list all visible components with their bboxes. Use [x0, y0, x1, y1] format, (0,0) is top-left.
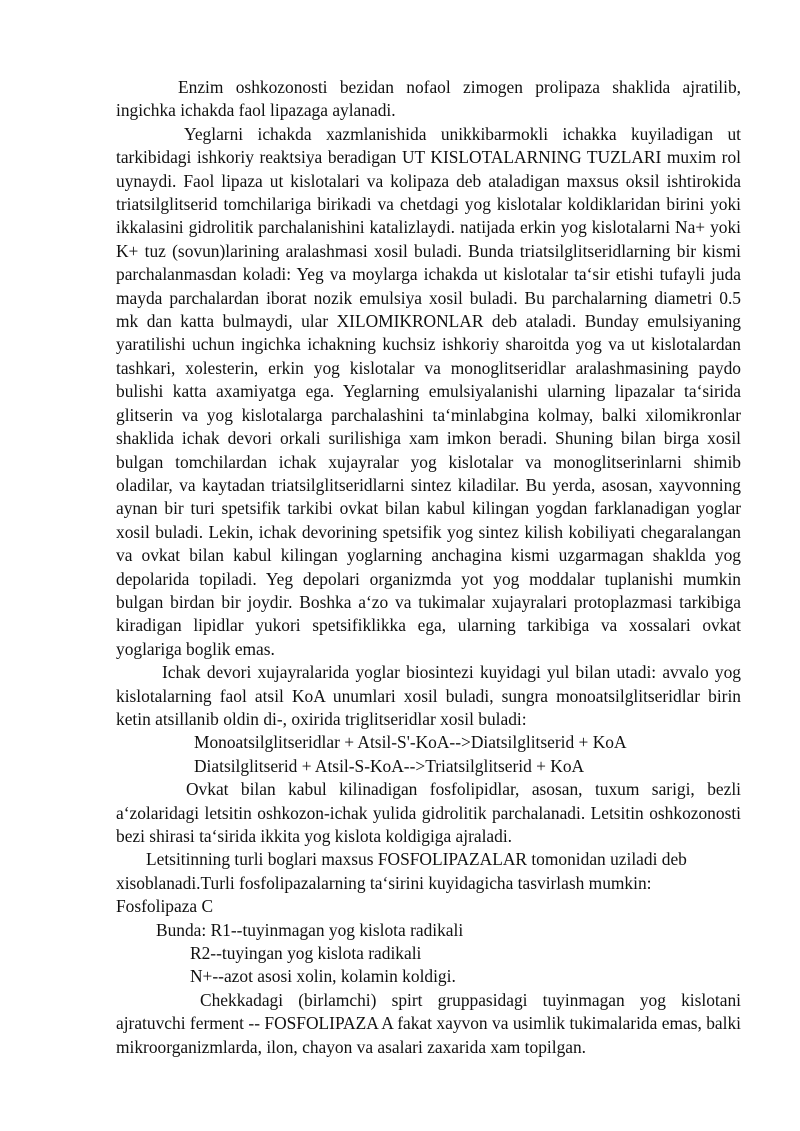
paragraph-phospholipids: Ovkat bilan kabul kilinadigan fosfolipidlar, asosan, tuxum sarigi, bezli a‘zolaridagi letsitin oshkozon-ichak yulida gidrolitik parchalanadi. Letsitin oshkozonosti bezi shirasi ta‘sirida ikkita yog kislota koldigiga ajraladi.: [116, 779, 741, 846]
paragraph-biosynthesis: Ichak devori xujayralarida yoglar biosintezi kuyidagi yul bilan utadi: avvalo yog kislotalarning faol atsil KoA unumlari xosil buladi, sungra monoatsilglitseridlar birin ketin atsillanib oldin di-, oxirida triglitseridlar xosil buladi:: [116, 662, 741, 729]
paragraph-phospholipases: Letsitinning turli boglari maxsus FOSFOLIPAZALAR tomonidan uziladi deb xisoblanadi.Turli fosfolipazalarning ta‘sirini kuyidagicha tasvirlash mumkin:: [116, 849, 687, 893]
note-n: N+--azot asosi xolin, kolamin koldigi.: [190, 966, 456, 987]
equation-diacylglyceride: Monoatsilglitseridlar + Atsil-S'-KoA-->Diatsilglitserid + KoA: [194, 732, 627, 753]
paragraph-phospholipase-a: Chekkadagi (birlamchi) spirt gruppasidagi tuyinmagan yog kislotani ajratuvchi ferment -- FOSFOLIPAZA A fakat xayvon va usimlik tukimalarida emas, balki mikroorganizmlarda, ilon, chayon va asalari zaxarida xam topilgan.: [116, 989, 741, 1057]
note-r1: Bunda: R1--tuyinmagan yog kislota radikali: [156, 919, 464, 940]
note-r2: R2--tuyingan yog kislota radikali: [190, 943, 422, 964]
equation-triacylglyceride: Diatsilglitserid + Atsil-S-KoA-->Triatsilglitserid + KoA: [194, 755, 585, 776]
paragraph-bile-acids: Yeglarni ichakda xazmlanishida unikkibarmokli ichakka kuyiladigan ut tarkibidagi ishkoriy reaktsiya beradigan UT KISLOTALARNING TUZLARI muxim rol uynaydi. Faol lipaza ut kislotalari va kolipaza deb ataladigan maxsus oksil ishtirokida triatsilglitserid tomchilariga birikadi va chetdagi yog kislotalar koldiklaridan birini yoki ikkalasini gidrolitik parchalanishini katalizlaydi. natijada erkin yog kislotalarni Na+ yoki K+ tuz (sovun)larining aralashmasi xosil buladi. Bunda triatsilglitseridlarning bir kismi parchalanmasdan koladi: Yeg va moylarga ichakda ut kislotalar ta‘sir etishi tufayli juda mayda parchalardan iborat nozik emulsiya xosil buladi. Bu parchalarning diametri 0.5 mk dan katta bulmaydi, ular XILOMIKRONLAR deb ataladi. Bunday emulsiyaning yaratilishi uchun ingichka ichakning kuchsiz ishkoriy sharoitda yog va ut kislotalardan tashkari, xolesterin, erkin yog kislotalar va monoglitseridlar aralashmasining paydo bulishi katta axamiyatga ega. Yeglarning emulsiyalanishi ularning lipazalar ta‘sirida glitserin va yog kislotalarga parchalashini ta‘minlabgina kolmay, balki xilomikronlar shaklida ichak devori orkali surilishiga xam imkon beradi. Shuning bilan birga xosil bulgan tomchilardan ichak xujayralar yog kislotalar va monoglitserinlarni shimib oladilar, va kaytadan triatsilglitseridlarni sintez kiladilar. Bu yerda, asosan, xayvonning aynan bir turi spetsifik tarkibi ovkat bilan kabul kilingan yogdan farklanadigan yoglar xosil buladi. Lekin, ichak devorining spetsifik yog sintez kilish kobiliyati chegaralangan va ovkat bilan kabul kilingan yoglarning anchagina kismi uzgarmagan shaklda yog depolarida topiladi. Yeg depolari organizmda yot yog moddalar tuplanishi mumkin bulgan birdan bir joydir. Boshka a‘zo va tukimalar xujayralari protoplazmasi tarkibiga kiradigan lipidlar yukori spetsifiklikka ega, ularning tarkibiga va xossalari ovkat yoglariga boglik emas.: [116, 123, 741, 659]
paragraph-prolipase: Enzim oshkozonosti bezidan nofaol zimogen prolipaza shaklida ajratilib, ingichka ichakda faol lipazaga aylanadi.: [116, 77, 741, 121]
document-body: [116, 76, 741, 1059]
enzyme-label: Fosfolipaza C: [116, 896, 214, 917]
